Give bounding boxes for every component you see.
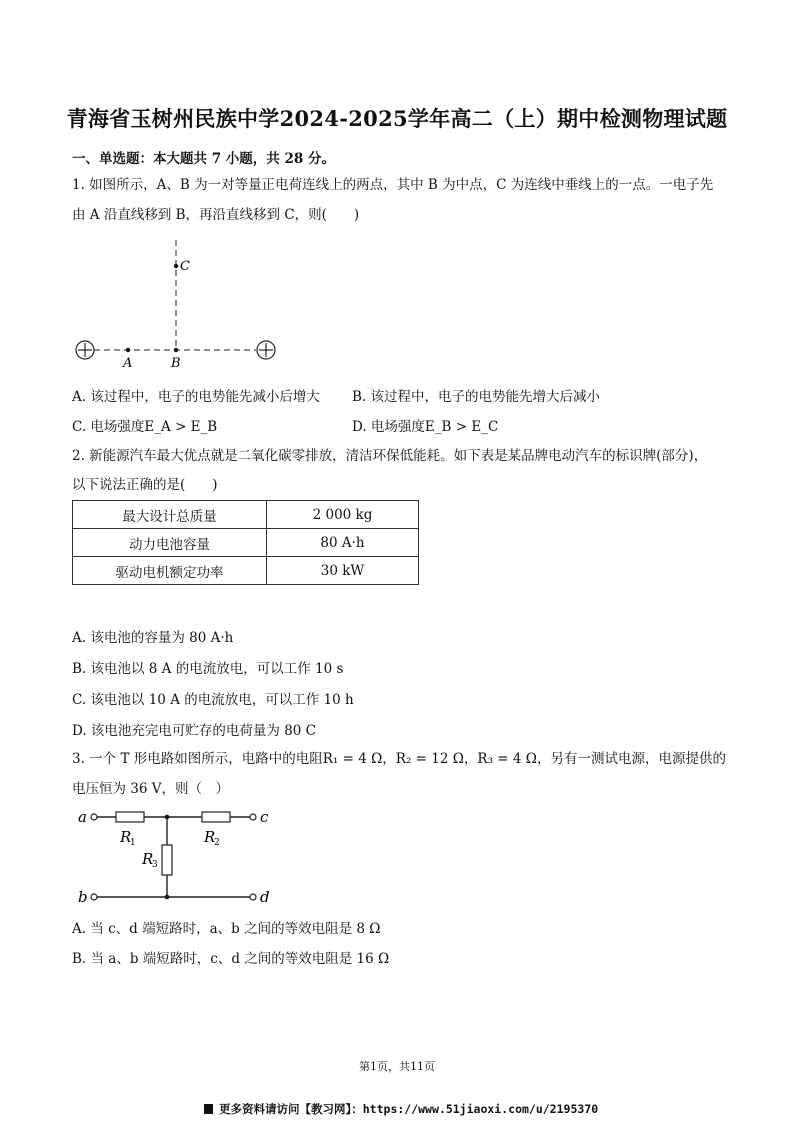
- page-title: 青海省玉树州民族中学2024-2025学年高二（上）期中检测物理试题: [66, 106, 728, 131]
- q3-t-circuit-figure: [72, 804, 282, 910]
- r1-label: R: [120, 828, 132, 846]
- q2-option-c: C. 该电池以 10 A 的电流放电，可以工作 10 h: [72, 692, 354, 708]
- label-b: B: [171, 356, 181, 371]
- table-cell: 动力电池容量: [73, 529, 267, 557]
- terminal-c: [250, 814, 256, 820]
- q3-option-a: A. 当 c、d 端短路时，a、b 之间的等效电阻是 8 Ω: [72, 921, 381, 937]
- terminal-b-label: b: [78, 888, 88, 906]
- q1-option-b: B. 该过程中，电子的电势能先增大后减小: [352, 389, 601, 405]
- terminal-a-label: a: [78, 808, 87, 826]
- point-b-dot: [174, 348, 178, 352]
- table-cell: 80 A·h: [267, 529, 419, 557]
- label-c: C: [180, 259, 190, 274]
- section-heading: 一、单选题：本大题共 7 小题，共 28 分。: [72, 151, 335, 167]
- label-a: A: [123, 356, 133, 371]
- flag-icon: [204, 1104, 213, 1114]
- resistor-r2: [202, 812, 230, 822]
- r2-label: R: [204, 828, 216, 846]
- table-row: [73, 557, 419, 585]
- r3-subscript: 3: [152, 860, 158, 870]
- r2-subscript: 2: [214, 838, 220, 848]
- positive-charge-left-icon: [76, 341, 94, 359]
- point-c-dot: [174, 264, 178, 268]
- q1-charge-figure: [70, 236, 290, 376]
- promo-banner-text[interactable]: 更多资料请访问【教习网】：https://www.51jiaoxi.com/u/2195370: [219, 1102, 599, 1116]
- table-cell: 驱动电机额定功率: [73, 557, 267, 585]
- q1-option-a: A. 该过程中，电子的电势能先减小后增大: [72, 389, 320, 405]
- positive-charge-right-icon: [257, 341, 275, 359]
- q1-option-c: C. 电场强度E_A > E_B: [72, 419, 218, 435]
- page-footer: 第1页，共11页: [359, 1060, 435, 1073]
- q3-stem-line2: 电压恒为 36 V，则（ ）: [72, 781, 230, 797]
- table-cell: 30 kW: [267, 557, 419, 585]
- r3-label: R: [142, 850, 154, 868]
- promo-banner[interactable]: [204, 1101, 598, 1117]
- table-cell: 最大设计总质量: [73, 501, 267, 529]
- q1-stem-line1: 1. 如图所示，A、B 为一对等量正电荷连线上的两点，其中 B 为中点，C 为连线中垂线上的一点。一电子先: [72, 177, 714, 193]
- q1-option-d: D. 电场强度E_B > E_C: [352, 419, 499, 435]
- terminal-c-label: c: [260, 808, 269, 826]
- q2-option-b: B. 该电池以 8 A 的电流放电，可以工作 10 s: [72, 661, 344, 677]
- terminal-a: [91, 814, 97, 820]
- r1-subscript: 1: [130, 838, 136, 848]
- q2-stem-line2: 以下说法正确的是( ): [72, 477, 218, 493]
- table-row: [73, 501, 419, 529]
- table-row: [73, 529, 419, 557]
- resistor-r3: [162, 845, 172, 875]
- resistor-r1: [116, 812, 144, 822]
- q2-stem-line1: 2. 新能源汽车最大优点就是二氧化碳零排放，清洁环保低能耗。如下表是某品牌电动汽车的标识牌(部分)，: [72, 448, 708, 464]
- q3-option-b: B. 当 a、b 端短路时，c、d 之间的等效电阻是 16 Ω: [72, 951, 390, 967]
- q2-option-a: A. 该电池的容量为 80 A·h: [72, 630, 234, 646]
- terminal-d-label: d: [260, 888, 270, 906]
- q3-stem-line1: 3. 一个 T 形电路如图所示，电路中的电阻R₁ = 4 Ω，R₂ = 12 Ω，R₃ = 4 Ω，另有一测试电源，电源提供的: [72, 751, 726, 767]
- terminal-d: [250, 894, 256, 900]
- q1-stem-line2: 由 A 沿直线移到 B，再沿直线移到 C，则( ): [72, 207, 360, 223]
- table-cell: 2 000 kg: [267, 501, 419, 529]
- point-a-dot: [126, 348, 130, 352]
- terminal-b: [91, 894, 97, 900]
- q2-option-d: D. 该电池充完电可贮存的电荷量为 80 C: [72, 723, 317, 739]
- vehicle-spec-table: [72, 500, 419, 585]
